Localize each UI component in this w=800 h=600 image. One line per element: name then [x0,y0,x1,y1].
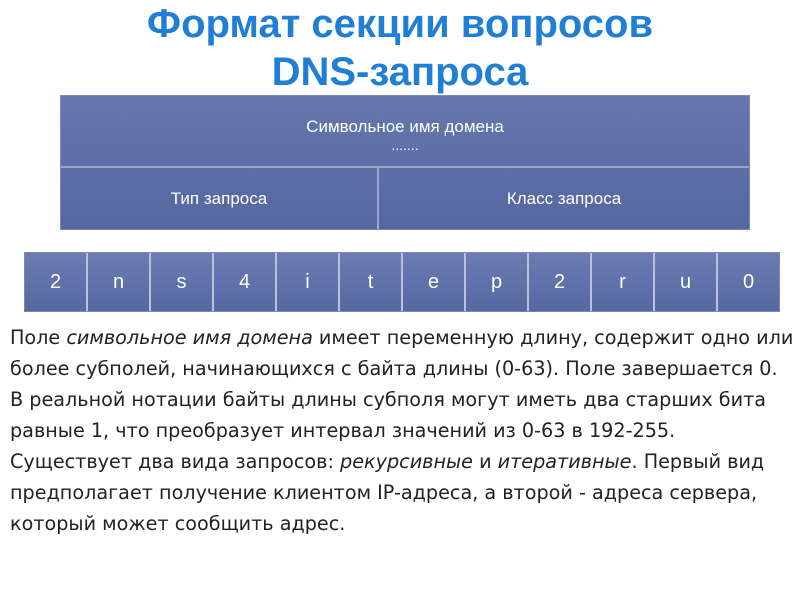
query-type-cell [61,168,379,229]
slide-title [0,0,800,96]
title-line-1: Формат секции вопросов [146,2,654,46]
p2-and: и [472,450,498,473]
question-section-table [60,95,750,230]
domain-bytes-row [24,252,780,312]
p1-emphasis: символьное имя домена [66,326,313,349]
domain-name-dots: ....... [391,137,419,153]
query-class-cell [379,168,749,229]
domain-name-label: Символьное имя домена [306,117,504,136]
p2-emphasis-iterative: итеративные [497,450,632,473]
byte-cell: 2 [529,253,592,311]
byte-cell: 2 [25,253,88,311]
p2-emphasis-recursive: рекурсивные [340,450,473,473]
byte-cell: p [466,253,529,311]
p2-start: Существует два вида запросов: [10,450,341,473]
byte-cell: s [151,253,214,311]
domain-name-cell [61,96,749,168]
byte-cell: u [655,253,718,311]
query-type-label: Тип запроса [170,189,268,208]
byte-cell: 4 [214,253,277,311]
byte-cell: i [277,253,340,311]
query-class-label: Класс запроса [506,189,622,208]
p1-start: Поле [10,326,67,349]
byte-cell: 0 [718,253,779,311]
description-text [10,322,795,539]
byte-cell: n [88,253,151,311]
byte-cell: e [403,253,466,311]
p1-rest: имеет переменную длину, содержит одно или более субполей, начинающихся с байта длины (0-63). Поле завершается 0. В реальной нотации байты длины субполя могут иметь два старших бита равные 1, что преобразует интервал значений из 0-63 в 192-255. [10,326,794,442]
title-line-2: DNS-запроса [271,50,529,94]
byte-cell: r [592,253,655,311]
byte-cell: t [340,253,403,311]
p2-rest: . Первый вид предполагает получение клиентом IP-адреса, а второй - адреса сервера, который может сообщить адрес. [10,450,765,535]
